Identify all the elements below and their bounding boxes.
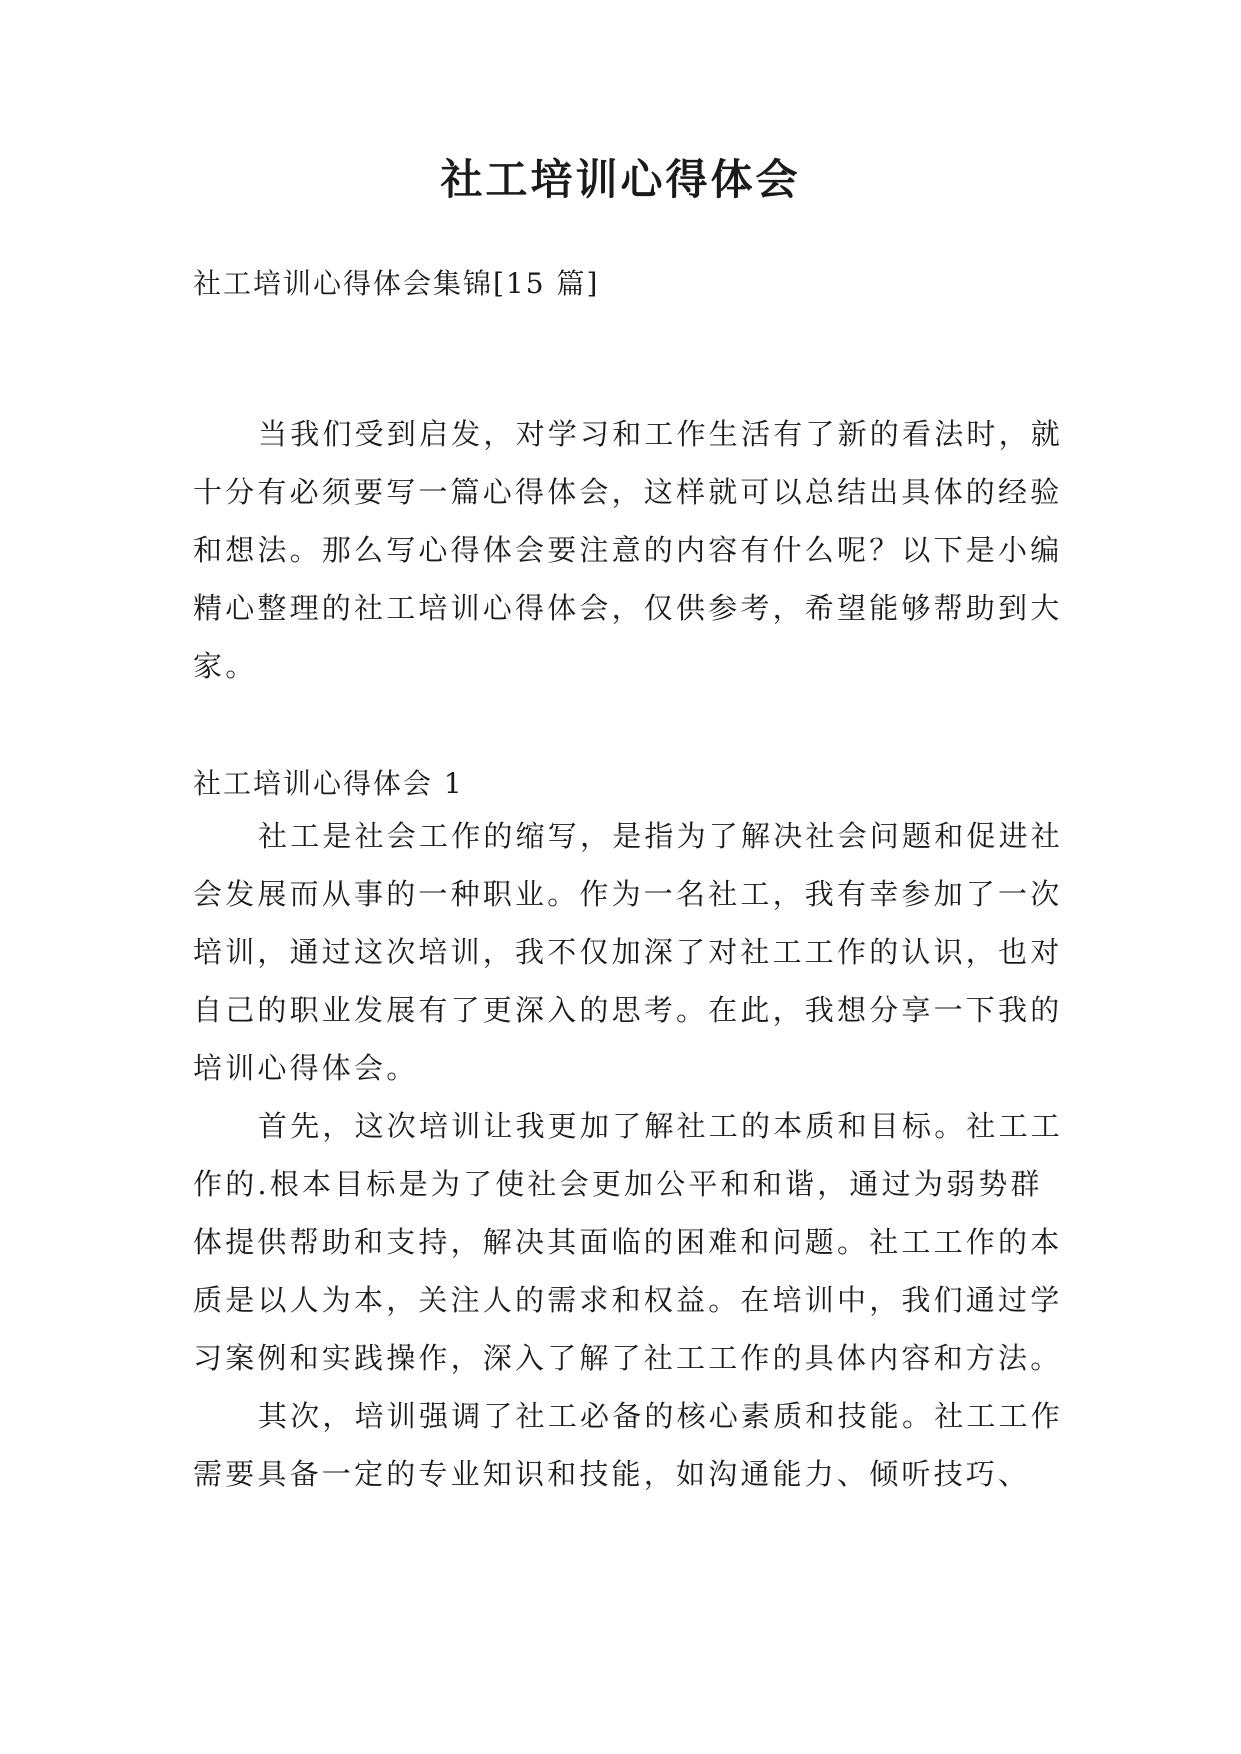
section-heading: 社工培训心得体会 1	[193, 767, 464, 800]
intro-paragraph: 当我们受到启发，对学习和工作生活有了新的看法时，就十分有必须要写一篇心得体会，这样就可以总结出具体的经验和想法。那么写心得体会要注意的内容有什么呢？以下是小编精心整理的社工培训心得体会，仅供参考，希望能够帮助到大家。	[193, 417, 1064, 683]
document-title: 社工培训心得体会	[440, 155, 801, 204]
section-body	[193, 807, 1063, 1503]
intro-block	[193, 405, 1063, 695]
body-paragraph: 其次，培训强调了社工必备的核心素质和技能。社工工作需要具备一定的专业知识和技能，如沟通能力、倾听技巧、	[193, 1399, 1064, 1491]
document-subtitle: 社工培训心得体会集锦[15 篇]	[193, 267, 600, 300]
body-paragraph: 首先，这次培训让我更加了解社工的本质和目标。社工工作的.根本目标是为了使社会更加公平和和谐，通过为弱势群体提供帮助和支持，解决其面临的困难和问题。社工工作的本质是以人为本，关注人的需求和权益。在培训中，我们通过学习案例和实践操作，深入了解了社工工作的具体内容和方法。	[193, 1109, 1064, 1375]
body-paragraph: 社工是社会工作的缩写，是指为了解决社会问题和促进社会发展而从事的一种职业。作为一名社工，我有幸参加了一次培训，通过这次培训，我不仅加深了对社工工作的认识，也对自己的职业发展有了更深入的思考。在此，我想分享一下我的培训心得体会。	[193, 819, 1064, 1085]
